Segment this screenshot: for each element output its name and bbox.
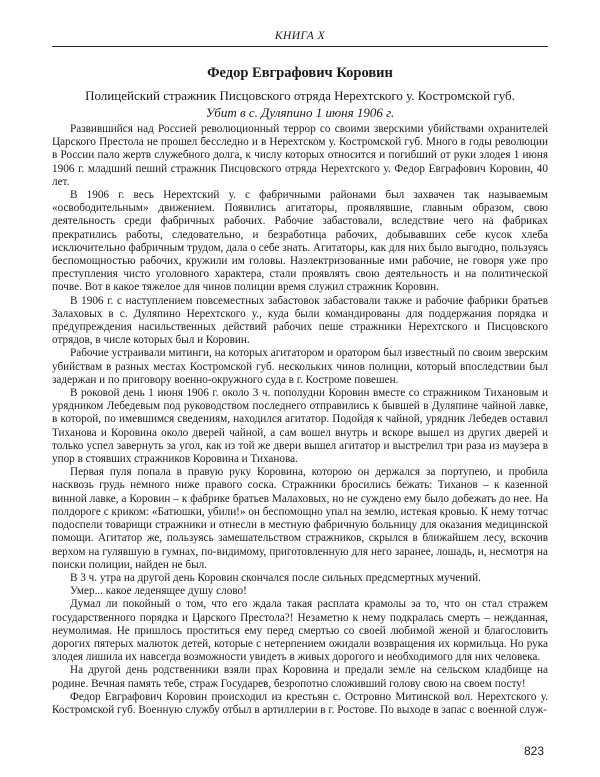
paragraph: В 1906 г. с наступлением повсеместных забастовок забастовали также и рабочие фабрики братьев Залаховых в с. Дуляпино Нерехтского у., куда были командированы для поддержания порядка и предупреждения насильственных действий рабочих пеше стражники Нерехтского и Писцовского отрядов, в числе которых был и Коровин. bbox=[52, 294, 548, 347]
paragraph: Федор Евграфович Коровин происходил из крестьян с. Островно Митинской вол. Нерехтского у. Костромской губ. Военную службу отбыл в артиллерии в г. Ростове. По выходе в запас с военной служ- bbox=[52, 690, 548, 716]
paragraph: В 1906 г. весь Нерехтский у. с фабричными районами был захвачен так называемым «освободительным» движением. Появились агитаторы, проявлявшие, главным образом, свою деятельность среди фабричных рабочих. Рабочие забастовали, вследствие чего на фабриках прекратились работы, следовательно, и безработица рабочих, добывавших себе кусок хлеба исключительно фабричным трудом, дала о себе знать. Агитаторы, как для них было выгодно, пользуясь беспомощностью рабочих, кружили им головы. Наэлектризованные ими рабочие, не говоря уже про преступления чисто уголовного характера, стали проявлять свою деятельность и на политической почве. Вот в какое тяжелое для чинов полиции время служил стражник Коровин. bbox=[52, 189, 548, 294]
paragraph: Рабочие устраивали митинги, на которых агитатором и оратором был известный по своим зверским убийствам в разных местах Костромской губ. нескольких чинов полиции, который впоследствии был задержан и по приговору военно-окружного суда в г. Костроме повешен. bbox=[52, 347, 548, 386]
paragraph: В роковой день 1 июня 1906 г. около 3 ч. пополудни Коровин вместе со стражником Тихановым и урядником Лебедевым под руководством последнего отправились к бывшей в Дуляпине чайной лавке, в которой, по имевшимся сведениям, находился агитатор. Подойдя к чайной, урядник Лебедев оставил Тиханова и Коровина около дверей чайной, а сам вошел внутрь и вскоре вышел из других дверей и только успел завернуть за угол, как из той же двери вышел агитатор и выстрелил три раза из маузера в упор в стоявших стражников Коровина и Тиханова. bbox=[52, 387, 548, 466]
paragraph: Умер... какое леденящее душу слово! bbox=[70, 585, 247, 598]
header-rule bbox=[52, 46, 548, 47]
paragraph: Первая пуля попала в правую руку Коровина, которою он держался за портупею, и пробила насквозь грудь немного ниже правого соска. Стражники бросились бежать: Тиханов – к казенной винной лавке, а Коровин – к фабрике братьев Малаховых, но не суждено ему было добежать до нее. На полдороге с криком: «Батюшки, убили!» он беспомощно упал на землю, истекая кровью. К нему тотчас подоспели товарищи стражники и отнесли в местную фабричную больницу для оказания медицинской помощи. Агитатор же, пользуясь замешательством стражников, скрылся в ближайшем лесу, вскочив верхом на гулявшую в гумнах, по-видимому, приготовленную для него заранее, лошадь, и, несмотря на поиски полиции, найден не был. bbox=[52, 466, 548, 571]
paragraph: Думал ли покойный о том, что его ждала такая расплата крамолы за то, что он стал стражем государственного порядка и Царского Престола?! Незаметно к нему подкралась смерть – нежданная, неумолимая. Не пришлось проститься ему перед смертью со своей любимой женой и благословить дорогих пятерых малюток детей, которые с нетерпением ожидали возвращения их кормильца. Но рука злодея лишила их навсегда возможности увидеть в живых дорогого и необходимого для них человека. bbox=[52, 598, 548, 664]
paragraph: Развившийся над Россией революционный террор со своими зверскими убийствами охранителей Царского Престола не прошел бесследно и в Нерехтском у. Костромской губ. Много в годы революции в России пало жертв служебного долга, к числу которых относится и погибший от руки злодея 1 июня 1906 г. младший пеший стражник Писцовского отряда Нерехтского у. Федор Евграфович Коровин, 40 лет. bbox=[52, 123, 548, 188]
running-head: КНИГА X bbox=[274, 30, 326, 42]
article-title-block bbox=[52, 64, 548, 121]
article-body bbox=[52, 123, 548, 717]
page-number: 823 bbox=[523, 744, 544, 758]
paragraph: На другой день родственники взяли прах Коровина и предали земле на сельском кладбище на родине. Вечная память тебе, страж Государев, безропотно сложивший голову свою на своем посту! bbox=[52, 664, 548, 690]
article-title: Федор Евграфович Коровин bbox=[207, 65, 393, 81]
article-subtitle-death: Убит в с. Дуляпино 1 июня 1906 г. bbox=[205, 105, 395, 120]
article-subtitle-position: Полицейский стражник Писцовского отряда Нерехтского у. Костромской губ. bbox=[85, 88, 515, 103]
paragraph: В 3 ч. утра на другой день Коровин скончался после сильных предсмертных мучений. bbox=[70, 571, 481, 584]
